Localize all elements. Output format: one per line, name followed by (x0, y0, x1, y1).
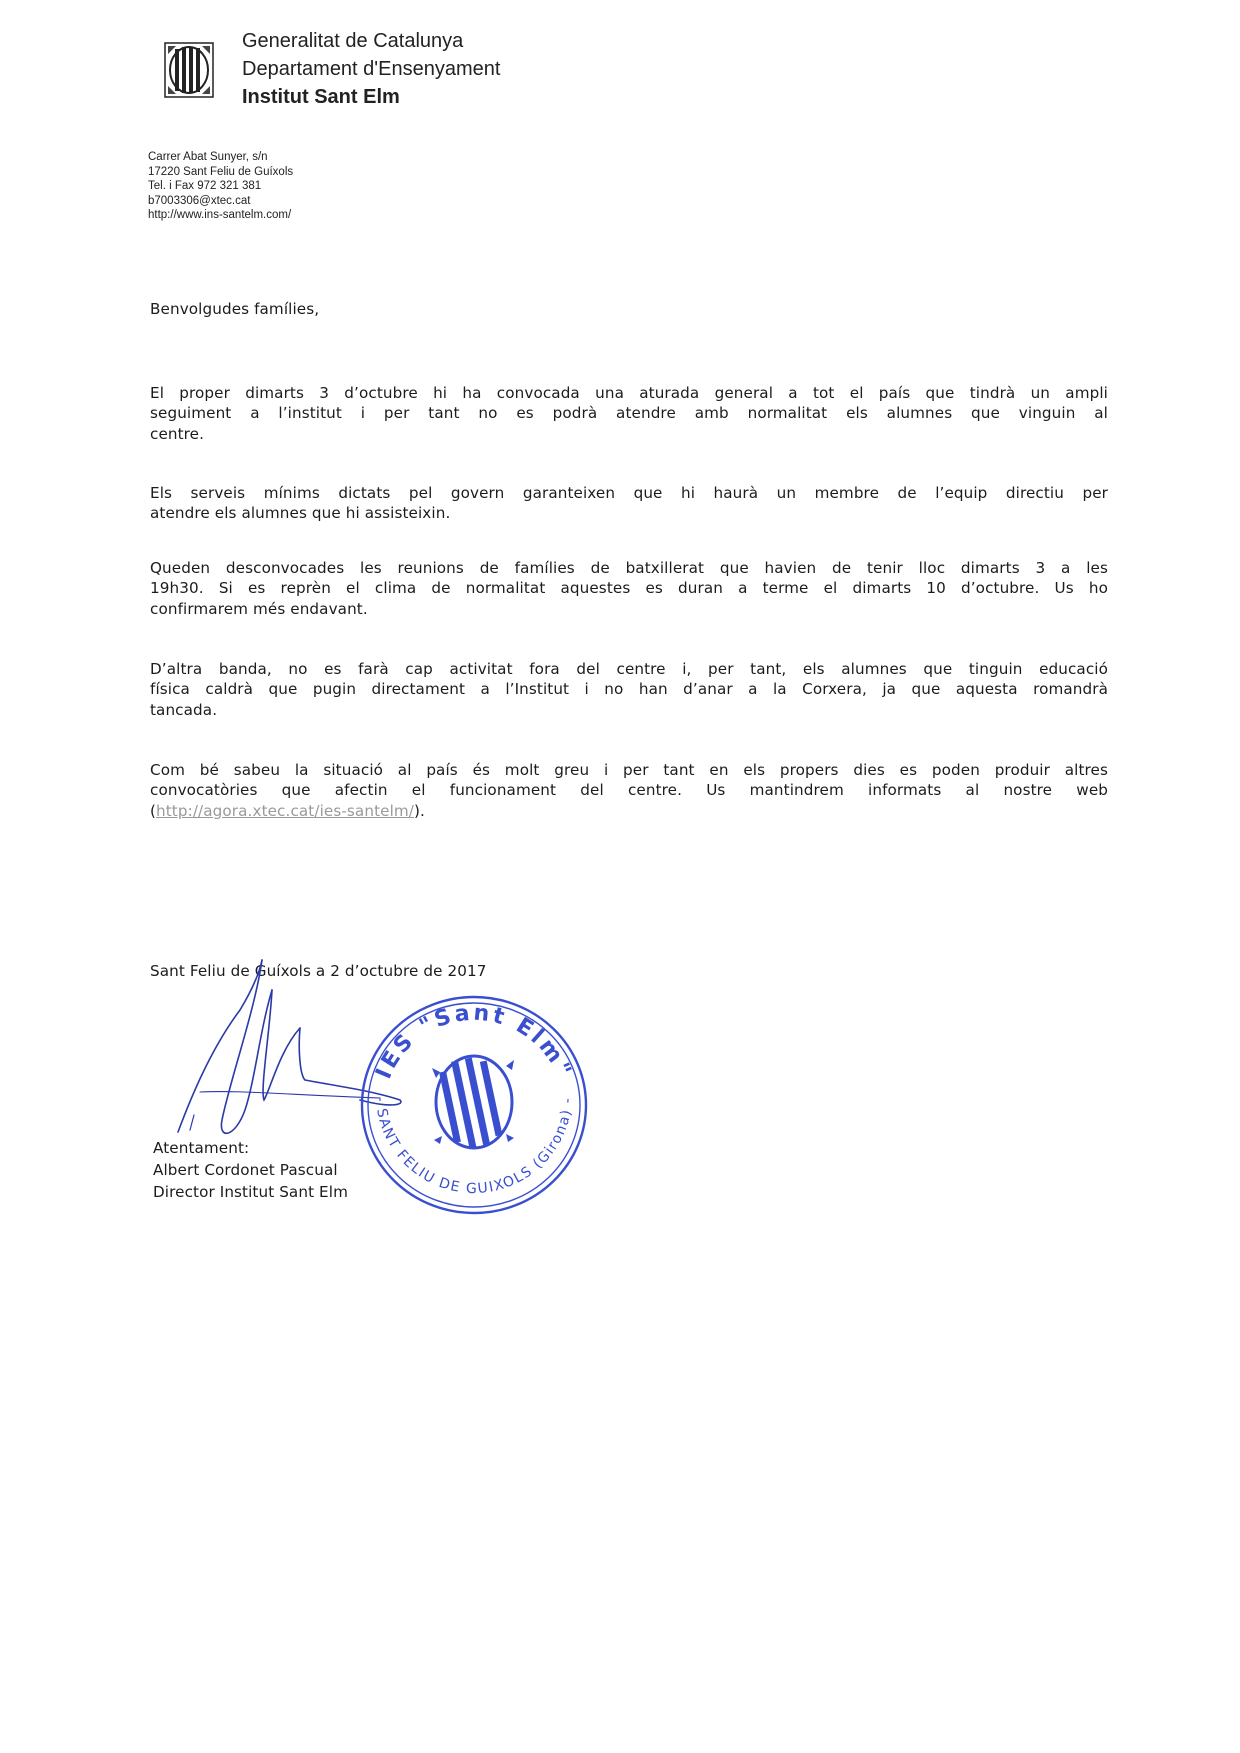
date-line: Sant Feliu de Guíxols a 2 d’octubre de 2017 (150, 962, 487, 980)
paragraph-line: D’altra banda, no es farà cap activitat fora del centre i, per tant, els alumnes que tinguin educació (150, 660, 1108, 678)
stamp-bottom-text: - SANT FELIU DE GUIXOLS (Girona) - (371, 1096, 577, 1198)
address-phone: Tel. i Fax 972 321 381 (148, 180, 262, 192)
paragraph-line: tancada. (150, 700, 218, 719)
letterhead-line-generalitat: Generalitat de Catalunya (242, 30, 464, 52)
address-email: b7003306@xtec.cat (148, 194, 251, 207)
paragraph-meetings-cancelled (150, 558, 1108, 619)
closing: Atentament: (153, 1139, 250, 1157)
paragraph-line-with-link (150, 801, 1108, 821)
paragraph-line: Els serveis mínims dictats pel govern garanteixen que hi haurà un membre de l’equip directiu per (150, 484, 1108, 502)
paragraph-activities (150, 659, 1108, 720)
paragraph-line: El proper dimarts 3 d’octubre hi ha convocada una aturada general a tot el país que tindrà un ampli (150, 384, 1108, 402)
address-street: Carrer Abat Sunyer, s/n (148, 151, 268, 163)
stamp-coat-of-arms (432, 1056, 514, 1148)
address-city: 17220 Sant Feliu de Guíxols (148, 165, 294, 178)
signer-title: Director Institut Sant Elm (153, 1183, 348, 1201)
paragraph-line: física caldrà que pugin directament a l’Institut i no han d’anar a la Corxera, ja que aquesta romandrà (150, 680, 1108, 699)
address-website: http://www.ins-santelm.com/ (148, 209, 292, 221)
link-close-paren: ). (414, 801, 425, 820)
catalan-coat-of-arms-icon (164, 42, 214, 98)
paragraph-strike-notice (150, 383, 1108, 444)
paragraph-minimum-services (150, 483, 1108, 524)
paragraph-line: atendre els alumnes que hi assisteixin. (150, 504, 451, 523)
paragraph-line: Queden desconvocades les reunions de famílies de batxillerat que havien de tenir lloc dimarts 3 a les (150, 559, 1108, 577)
paragraph-line: Com bé sabeu la situació al país és molt greu i per tant en els propers dies es poden produir altres (150, 761, 1108, 779)
link-open-paren: ( (150, 801, 157, 820)
address-block (148, 150, 293, 223)
paragraph-line: convocatòries que afectin el funcionament del centre. Us mantindrem informats al nostre web (150, 781, 1108, 800)
letterhead-line-institut: Institut Sant Elm (242, 86, 400, 108)
paragraph-situation (150, 760, 1108, 821)
letterhead-line-departament: Departament d'Ensenyament (242, 58, 501, 80)
school-stamp-icon (354, 990, 594, 1220)
letterhead (0, 0, 1240, 110)
signer-name: Albert Cordonet Pascual (153, 1161, 338, 1179)
website-link[interactable]: http://agora.xtec.cat/ies-santelm/ (156, 801, 414, 820)
salutation: Benvolgudes famílies, (150, 300, 320, 318)
paragraph-line: confirmarem més endavant. (150, 599, 368, 618)
paragraph-line: 19h30. Si es reprèn el clima de normalitat aquestes es duran a terme el dimarts 10 d’octubre. Us ho (150, 579, 1108, 598)
stamp-top-text: IES "Sant Elm" (371, 1000, 577, 1083)
paragraph-line: centre. (150, 424, 205, 443)
paragraph-line: seguiment a l’institut i per tant no es podrà atendre amb normalitat els alumnes que vinguin al (150, 404, 1108, 423)
